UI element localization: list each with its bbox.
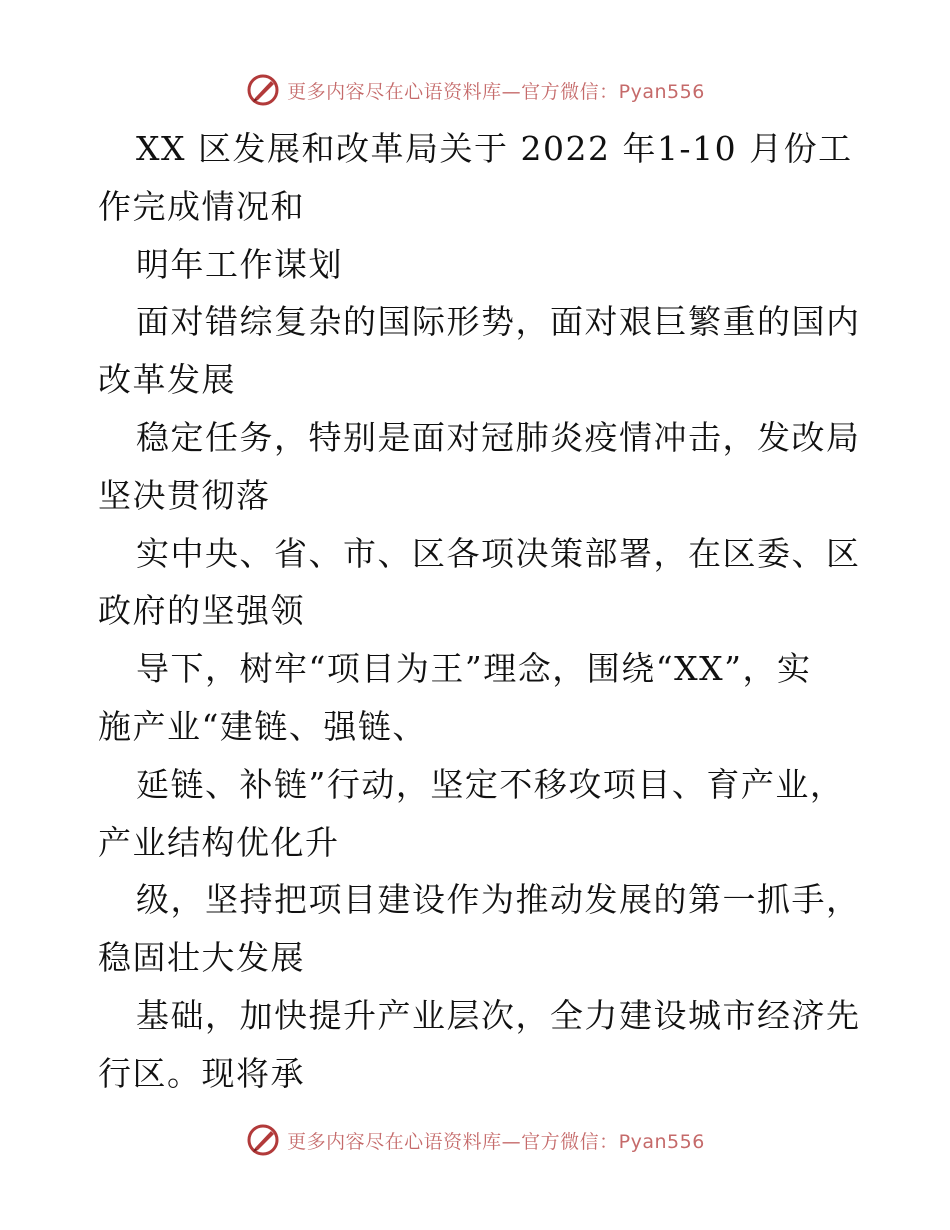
doc-line: 施产业“建链、强链、 <box>98 706 427 746</box>
header-banner-text: 更多内容尽在心语资料库—官方微信：Pyan556 <box>287 80 705 103</box>
pen-circle-logo-icon <box>245 72 281 108</box>
doc-line: 行区。现将承 <box>98 1053 305 1093</box>
doc-line: 作完成情况和 <box>98 186 305 226</box>
doc-line: 改革发展 <box>98 360 236 400</box>
doc-line: 政府的坚强领 <box>98 591 305 631</box>
doc-line: XX 区发展和改革局关于 2022 年1-10 月份工 <box>136 129 853 168</box>
document-body <box>98 120 861 1103</box>
doc-line: 面对错综复杂的国际形势，面对艰巨繁重的国内 <box>136 302 861 342</box>
doc-line: 实中央、省、市、区各项决策部署，在区委、区 <box>136 533 861 573</box>
header-banner <box>0 70 950 110</box>
doc-line: 导下，树牢“项目为王”理念，围绕“XX”，实 <box>136 649 812 689</box>
doc-line: 级，坚持把项目建设作为推动发展的第一抓手， <box>136 880 861 920</box>
footer-banner-text: 更多内容尽在心语资料库—官方微信：Pyan556 <box>287 1130 705 1153</box>
doc-line: 明年工作谋划 <box>136 244 343 284</box>
footer-banner <box>0 1120 950 1160</box>
doc-line: 坚决贯彻落 <box>98 475 271 515</box>
doc-line: 延链、补链”行动，坚定不移攻项目、育产业， <box>136 764 845 804</box>
pen-circle-logo-icon <box>245 1122 281 1158</box>
doc-line: 产业结构优化升 <box>98 822 340 862</box>
doc-line: 稳固壮大发展 <box>98 938 305 978</box>
doc-line: 稳定任务，特别是面对冠肺炎疫情冲击，发改局 <box>136 417 861 457</box>
doc-line: 基础，加快提升产业层次，全力建设城市经济先 <box>136 995 861 1035</box>
